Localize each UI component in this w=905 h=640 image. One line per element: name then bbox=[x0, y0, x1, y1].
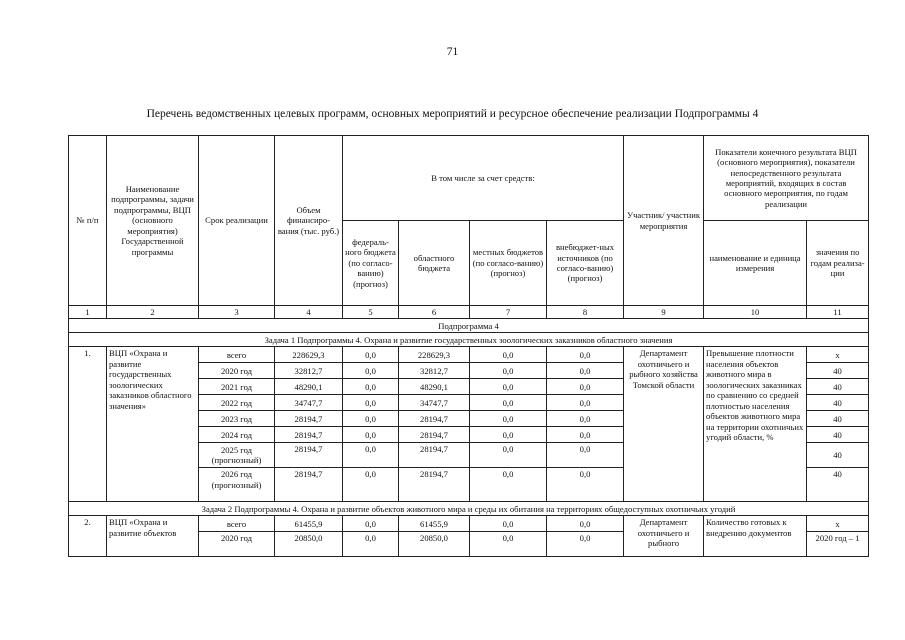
extra-cell: 0,0 bbox=[547, 532, 624, 557]
local-cell: 0,0 bbox=[470, 363, 547, 379]
volume-cell: 28194,7 bbox=[275, 443, 343, 468]
header-volume: Объем финансиро-вания (тыс. руб.) bbox=[275, 136, 343, 306]
value-cell: 2020 год – 1 bbox=[807, 532, 869, 557]
task1-name: ВЦП «Охрана и развитие государственных зоологических заказников областного значения» bbox=[107, 347, 199, 502]
col-number: 3 bbox=[199, 306, 275, 319]
task2-name: ВЦП «Охрана и развитие объектов bbox=[107, 516, 199, 557]
extra-cell: 0,0 bbox=[547, 395, 624, 411]
local-cell: 0,0 bbox=[470, 532, 547, 557]
volume-cell: 32812,7 bbox=[275, 363, 343, 379]
header-regional: областного бюджета bbox=[399, 221, 470, 306]
term-cell: 2020 год bbox=[199, 532, 275, 557]
header-ind-name: наименование и единица измерения bbox=[704, 221, 807, 306]
term-cell: 2021 год bbox=[199, 379, 275, 395]
federal-cell: 0,0 bbox=[343, 379, 399, 395]
header-participant: Участник/ участник мероприятия bbox=[624, 136, 704, 306]
extra-cell: 0,0 bbox=[547, 379, 624, 395]
extra-cell: 0,0 bbox=[547, 363, 624, 379]
volume-cell: 34747,7 bbox=[275, 395, 343, 411]
task1-num: 1. bbox=[69, 347, 107, 502]
regional-cell: 28194,7 bbox=[399, 411, 470, 427]
local-cell: 0,0 bbox=[470, 468, 547, 502]
volume-cell: 28194,7 bbox=[275, 411, 343, 427]
task2-indicator: Количество готовых к внедрению документов bbox=[704, 516, 807, 557]
task2-participant: Департамент охотничьего и рыбного bbox=[624, 516, 704, 557]
col-number: 1 bbox=[69, 306, 107, 319]
term-cell: 2023 год bbox=[199, 411, 275, 427]
term-cell: всего bbox=[199, 347, 275, 363]
regional-cell: 20850,0 bbox=[399, 532, 470, 557]
header-incl: В том числе за счет средств: bbox=[343, 136, 624, 221]
federal-cell: 0,0 bbox=[343, 532, 399, 557]
value-cell: x bbox=[807, 516, 869, 532]
value-cell: 40 bbox=[807, 411, 869, 427]
task1-indicator: Превышение плотности населения объектов животного мира в зоологических заказниках по сравнению со средней плотностью населения объектов животного мира на территории охотничьих угодий области, % bbox=[704, 347, 807, 502]
value-cell: 40 bbox=[807, 379, 869, 395]
federal-cell: 0,0 bbox=[343, 395, 399, 411]
term-cell: 2022 год bbox=[199, 395, 275, 411]
header-federal: федераль-ного бюджета (по согласо-ванию) (прогноз) bbox=[343, 221, 399, 306]
regional-cell: 61455,9 bbox=[399, 516, 470, 532]
local-cell: 0,0 bbox=[470, 395, 547, 411]
volume-cell: 28194,7 bbox=[275, 468, 343, 502]
program-table bbox=[68, 135, 869, 557]
value-cell: 40 bbox=[807, 363, 869, 379]
header-extra: внебюджет-ных источников (по согласо-ванию) (прогноз) bbox=[547, 221, 624, 306]
volume-cell: 61455,9 bbox=[275, 516, 343, 532]
value-cell: x bbox=[807, 347, 869, 363]
regional-cell: 32812,7 bbox=[399, 363, 470, 379]
regional-cell: 28194,7 bbox=[399, 468, 470, 502]
extra-cell: 0,0 bbox=[547, 347, 624, 363]
extra-cell: 0,0 bbox=[547, 427, 624, 443]
regional-cell: 34747,7 bbox=[399, 395, 470, 411]
regional-cell: 48290,1 bbox=[399, 379, 470, 395]
value-cell: 40 bbox=[807, 427, 869, 443]
term-cell: 2026 год (прогнозный) bbox=[199, 468, 275, 502]
regional-cell: 28194,7 bbox=[399, 427, 470, 443]
local-cell: 0,0 bbox=[470, 516, 547, 532]
value-cell: 40 bbox=[807, 395, 869, 411]
extra-cell: 0,0 bbox=[547, 516, 624, 532]
volume-cell: 48290,1 bbox=[275, 379, 343, 395]
col-number: 4 bbox=[275, 306, 343, 319]
task1-participant: Департамент охотничьего и рыбного хозяйства Томской области bbox=[624, 347, 704, 502]
col-number: 10 bbox=[704, 306, 807, 319]
col-number: 7 bbox=[470, 306, 547, 319]
term-cell: всего bbox=[199, 516, 275, 532]
local-cell: 0,0 bbox=[470, 347, 547, 363]
extra-cell: 0,0 bbox=[547, 411, 624, 427]
local-cell: 0,0 bbox=[470, 443, 547, 468]
term-cell: 2024 год bbox=[199, 427, 275, 443]
col-number: 11 bbox=[807, 306, 869, 319]
col-number: 2 bbox=[107, 306, 199, 319]
task2-row: Задача 2 Подпрограммы 4. Охрана и развитие объектов животного мира и среды их обитания на территориях общедоступных охотничьих угодий bbox=[69, 502, 869, 516]
extra-cell: 0,0 bbox=[547, 443, 624, 468]
col-number: 6 bbox=[399, 306, 470, 319]
header-local: местных бюджетов (по согласо-ванию) (прогноз) bbox=[470, 221, 547, 306]
value-cell: 40 bbox=[807, 443, 869, 468]
extra-cell: 0,0 bbox=[547, 468, 624, 502]
federal-cell: 0,0 bbox=[343, 468, 399, 502]
volume-cell: 20850,0 bbox=[275, 532, 343, 557]
document-title: Перечень ведомственных целевых программ, основных мероприятий и ресурсное обеспечение реализации Подпрограммы 4 bbox=[146, 108, 759, 120]
task2-num: 2. bbox=[69, 516, 107, 557]
local-cell: 0,0 bbox=[470, 379, 547, 395]
regional-cell: 228629,3 bbox=[399, 347, 470, 363]
task1-row: Задача 1 Подпрограммы 4. Охрана и развитие государственных зоологических заказников областного значения bbox=[69, 333, 869, 347]
volume-cell: 228629,3 bbox=[275, 347, 343, 363]
subprogram-row: Подпрограмма 4 bbox=[69, 319, 869, 333]
federal-cell: 0,0 bbox=[343, 427, 399, 443]
term-cell: 2025 год (прогнозный) bbox=[199, 443, 275, 468]
header-num: № п/п bbox=[69, 136, 107, 306]
federal-cell: 0,0 bbox=[343, 411, 399, 427]
local-cell: 0,0 bbox=[470, 411, 547, 427]
local-cell: 0,0 bbox=[470, 427, 547, 443]
federal-cell: 0,0 bbox=[343, 443, 399, 468]
header-name: Наименование подпрограммы, задачи подпрограммы, ВЦП (основного мероприятия) Государственной программы bbox=[107, 136, 199, 306]
federal-cell: 0,0 bbox=[343, 347, 399, 363]
col-number: 9 bbox=[624, 306, 704, 319]
page-number: 71 bbox=[446, 46, 459, 58]
header-ind-values: значения по годам реализа-ции bbox=[807, 221, 869, 306]
header-indicators: Показатели конечного результата ВЦП (основного мероприятия), показатели непосредственного результата мероприятий, входящих в состав основного мероприятия, по годам реализации bbox=[704, 136, 869, 221]
federal-cell: 0,0 bbox=[343, 363, 399, 379]
value-cell: 40 bbox=[807, 468, 869, 502]
term-cell: 2020 год bbox=[199, 363, 275, 379]
federal-cell: 0,0 bbox=[343, 516, 399, 532]
regional-cell: 28194,7 bbox=[399, 443, 470, 468]
header-term: Срок реализации bbox=[199, 136, 275, 306]
col-number: 5 bbox=[343, 306, 399, 319]
col-number: 8 bbox=[547, 306, 624, 319]
volume-cell: 28194,7 bbox=[275, 427, 343, 443]
